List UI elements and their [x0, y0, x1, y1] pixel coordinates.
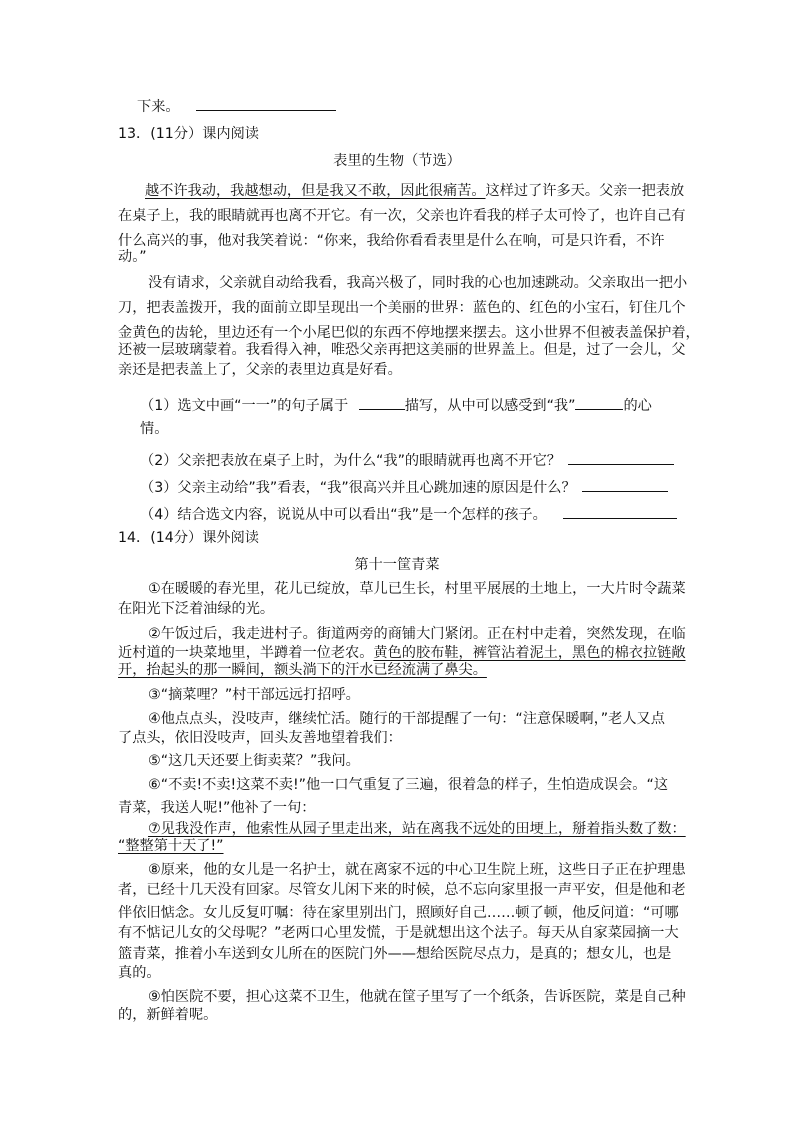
text-line: ⑧原来，他的女儿是一名护士，就在离家不远的中心卫生院上班，这些日子正在护理患	[148, 862, 686, 878]
question-item	[140, 479, 668, 495]
text-segment: 下来。	[137, 99, 180, 115]
answer-blank[interactable]	[563, 506, 677, 519]
text-line: 什么高兴的事，他对我笑着说：“你来，我给你看看表里是什么在响，可是只许看，不许	[118, 233, 665, 249]
text-line: 刀，把表盖拨开，我的面前立即呈现出一个美丽的世界：蓝色的、红色的小宝石，钉住几个	[118, 300, 686, 316]
question-item	[140, 506, 677, 522]
underlined-sentence: 越不许我动，我越想动，但是我又不敢，因此很痛苦。	[145, 183, 486, 199]
question-item	[140, 397, 652, 413]
text-line: 没有请求，父亲就自动给我看，我高兴极了，同时我的心也加速跳动。父亲取出一把小	[148, 275, 688, 291]
text-line: 伴依旧惦念。女儿反复叮嘱：待在家里别出门，照顾好自己……顿了顿，他反问道：“可哪	[118, 905, 679, 921]
underlined-sentence: “整整第十天了!”	[118, 838, 224, 854]
text-line: 有不惦记儿女的父母呢？”老两口心里发慌，于是就想出这个法子。每天从自家菜园摘一大	[118, 925, 679, 941]
text-line: 亲还是把表盖上了，父亲的表里边真是好看。	[118, 362, 402, 378]
text-line: ①在暖暖的春光里，花儿已绽放，草儿已生长，村里平展展的土地上，一大片时令蔬菜	[148, 581, 686, 597]
answer-blank[interactable]	[359, 397, 405, 410]
text-segment: （4）结合选文内容，说说从中可以看出“我”是一个怎样的孩子。	[140, 507, 547, 523]
text-line	[145, 184, 684, 198]
text-line: ⑨怕医院不要，担心这菜不卫生，他就在筐子里写了一个纸条，告诉医院，菜是自己种	[148, 989, 686, 1005]
answer-blank[interactable]	[575, 397, 623, 410]
text-segment: 描写，从中可以感受到“我”	[404, 398, 576, 414]
text-line: 情。	[140, 421, 169, 437]
text-line	[148, 822, 686, 836]
text-line: 的，新鲜着呢。	[118, 1007, 218, 1023]
text-segment: 近村道的一块菜地里，半蹲着一位老农。	[118, 645, 374, 661]
text-line: ③“摘菜哩？”村干部远远打招呼。	[148, 687, 360, 703]
text-segment: 这样过了许多天。父亲一把表放	[485, 183, 685, 199]
question-item	[140, 452, 674, 468]
text-line: 篮青菜，推着小车送到女儿所在的医院门外——想给医院尽点力，是真的；想女儿，也是	[118, 946, 672, 962]
text-line: 真的。	[118, 965, 161, 981]
question-heading: 14．(14分）课外阅读	[118, 530, 259, 546]
text-segment: （3）父亲主动给”我”看表，“我”很高兴并且心跳加速的原因是什么？	[140, 480, 576, 496]
passage-title: 表里的生物（节选）	[333, 153, 461, 169]
text-line: 青菜，我送人呢!”他补了一句：	[118, 800, 316, 816]
question-heading: 13．(11分）课内阅读	[118, 126, 259, 142]
text-segment: 的心	[623, 398, 652, 414]
passage-title: 第十一筐青菜	[354, 557, 440, 573]
text-line: ②午饭过后，我走进村子。街道两旁的商铺大门紧闭。正在村中走着，突然发现，在临	[148, 626, 686, 642]
text-line	[118, 646, 686, 660]
text-line: ⑤“这几天还要上街卖菜？”我问。	[148, 753, 360, 769]
underlined-sentence: ⑦见我没作声，他索性从园子里走出来，站在离我不远处的田埂上，掰着指头数了数：	[148, 821, 686, 837]
text-line	[118, 839, 224, 853]
text-segment: （2）父亲把表放在桌子上时，为什么“我”的眼睛就再也离不开它？	[140, 453, 561, 469]
text-line: 在阳光下泛着油绿的光。	[118, 601, 275, 617]
text-line: 了点头，依旧没吱声，回头友善地望着我们：	[118, 730, 402, 746]
text-line: 还被一层玻璃蒙着。我看得入神，唯恐父亲再把这美丽的世界盖上。但是，过了一会儿，父	[118, 342, 686, 358]
text-segment: （1）选文中画“一一”的句子属于	[140, 398, 349, 414]
text-line: 者，已经十几天没有回家。尽管女儿闲下来的时候，总不忘向家里报一声平安，但是他和老	[118, 882, 686, 898]
text-line: 动。”	[118, 249, 147, 265]
text-line	[137, 98, 336, 114]
answer-blank[interactable]	[582, 479, 668, 492]
text-line: 金黄色的齿轮，里边还有一个小尾巴似的东西不停地摆来摆去。这小世界不但被表盖保护着，	[118, 325, 700, 341]
text-line: ④他点点头，没吱声，继续忙活。随行的干部提醒了一句：“注意保暖啊，”老人又点	[148, 711, 665, 727]
text-line	[118, 663, 487, 677]
underlined-sentence: 黄色的胶布鞋，裤管沾着泥土，黑色的棉衣拉链敞	[373, 645, 686, 661]
answer-blank[interactable]	[196, 98, 336, 111]
answer-blank[interactable]	[568, 452, 674, 465]
underlined-sentence: 开，抬起头的那一瞬间，额头淌下的汗水已经流满了鼻尖。	[118, 662, 487, 678]
text-line: ⑥“不卖!不卖!这菜不卖!”他一口气重复了三遍，很着急的样子，生怕造成误会。“这	[148, 777, 669, 793]
text-line: 在桌子上，我的眼睛就再也离不开它。有一次，父亲也许看我的样子太可怜了，也许自己有	[118, 208, 686, 224]
